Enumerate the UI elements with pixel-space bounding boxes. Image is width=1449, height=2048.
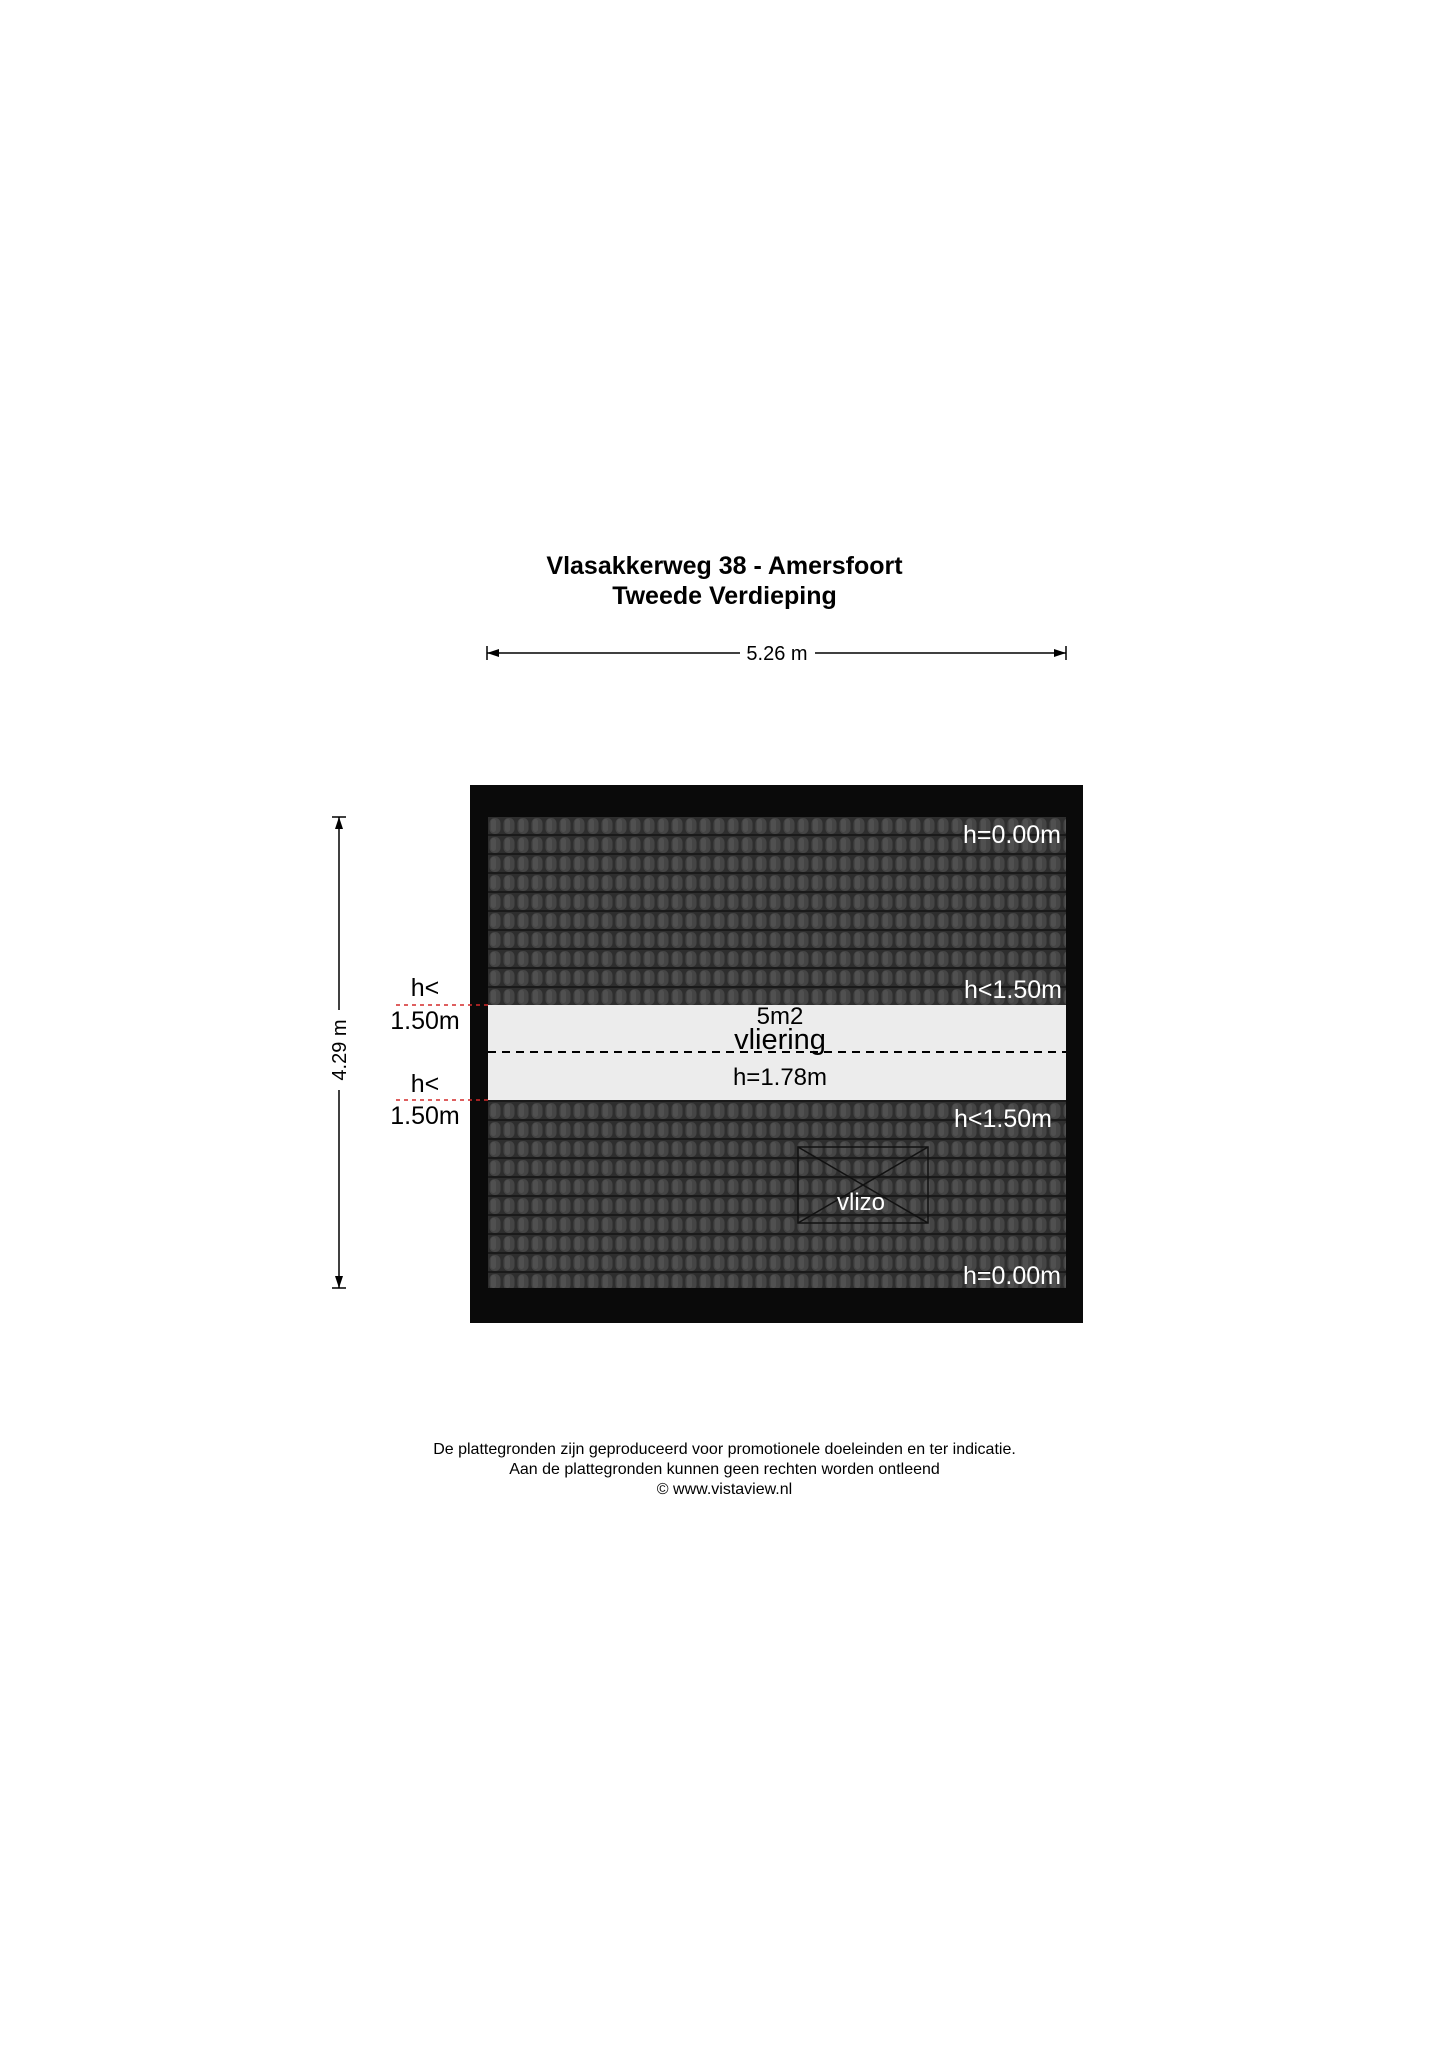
- height-dimension: [329, 817, 351, 1288]
- room-height: h=1.78m: [732, 1064, 828, 1091]
- width-dimension: [487, 643, 1066, 665]
- roof-lower-limit: h<1.50m: [954, 1105, 1052, 1133]
- disclaimer-line-1: De plattegronden zijn geproduceerd voor promotionele doeleinden en ter indicatie.: [433, 1441, 1016, 1458]
- disclaimer-line-2: Aan de plattegronden kunnen geen rechten worden ontleend: [509, 1461, 940, 1478]
- floor-name: Tweede Verdieping: [612, 582, 837, 610]
- roof-upper-limit: h<1.50m: [964, 976, 1062, 1004]
- side-upper-label-2: 1.50m: [390, 1007, 460, 1035]
- copyright: © www.vistaview.nl: [656, 1481, 793, 1498]
- hatch-label: vlizo: [836, 1189, 886, 1216]
- side-upper-label-1: h<: [410, 974, 440, 1002]
- roof-top-height: h=0.00m: [963, 821, 1061, 849]
- plan-title: Vlasakkerweg 38 - Amersfoort: [546, 552, 903, 580]
- width-label: 5.26 m: [746, 643, 808, 665]
- side-lower-label-1: h<: [410, 1070, 440, 1098]
- room-area: 5m2: [756, 1003, 804, 1030]
- roof-bottom-height: h=0.00m: [963, 1262, 1061, 1290]
- side-lower-label-2: 1.50m: [390, 1102, 460, 1130]
- height-label: 4.29 m: [329, 1019, 351, 1081]
- room-name: vliering: [734, 1024, 826, 1056]
